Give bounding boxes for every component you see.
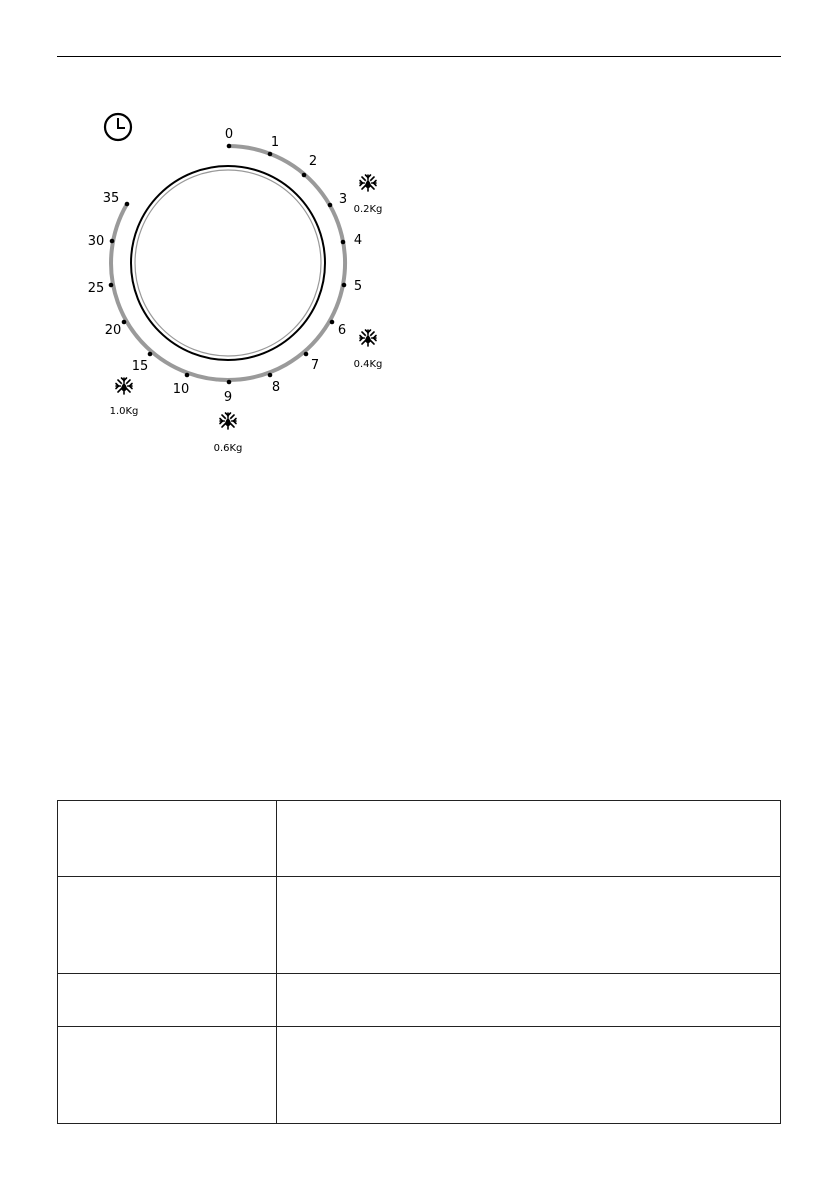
mark-label: 1 — [270, 135, 280, 150]
defrost-marker-0-6kg — [214, 413, 243, 454]
snowflake-drop-icon — [360, 330, 376, 346]
timer-dial[interactable] — [0, 0, 839, 480]
snowflake-drop-icon — [360, 175, 376, 191]
table-row — [58, 801, 781, 877]
table-cell-text — [277, 877, 781, 974]
table-cell-label — [58, 974, 277, 1027]
defrost-marker-0-2kg — [354, 175, 383, 215]
defrost-marker-1-0kg — [110, 378, 139, 417]
clock-icon — [105, 114, 131, 140]
mark-label: 30 — [87, 234, 105, 249]
snowflake-drop-icon — [116, 378, 132, 394]
table-cell-label — [58, 801, 277, 877]
mark-label: 6 — [337, 323, 347, 338]
defrost-weight-label: 0.4Kg — [353, 359, 383, 370]
snowflake-drop-icon — [220, 413, 236, 429]
table-cell-text — [277, 974, 781, 1027]
mark-label: 5 — [353, 279, 363, 294]
table-cell-text — [277, 1027, 781, 1124]
defrost-marker-0-4kg — [354, 330, 383, 370]
mark-label: 4 — [353, 233, 363, 248]
mark-label: 3 — [338, 192, 348, 207]
table-cell-text — [277, 801, 781, 877]
mark-label: 35 — [102, 191, 120, 206]
mark-label: 8 — [271, 380, 281, 395]
mark-label: 25 — [87, 281, 105, 296]
mark-label: 10 — [172, 382, 190, 397]
mark-label: 7 — [310, 358, 320, 373]
mark-label: 15 — [131, 359, 149, 374]
mark-label: 2 — [308, 154, 318, 169]
defrost-weight-label: 1.0Kg — [109, 406, 139, 417]
table-cell-label — [58, 877, 277, 974]
table-row — [58, 1027, 781, 1124]
defrost-weight-label: 0.2Kg — [353, 204, 383, 215]
table-row — [58, 974, 781, 1027]
mark-label: 20 — [104, 323, 122, 338]
mark-label: 0 — [224, 127, 234, 142]
dial-knob-outer[interactable] — [131, 166, 325, 360]
settings-table — [57, 800, 781, 1124]
defrost-weight-label: 0.6Kg — [213, 443, 243, 454]
mark-label: 9 — [223, 390, 233, 405]
table-row — [58, 877, 781, 974]
table-cell-label — [58, 1027, 277, 1124]
